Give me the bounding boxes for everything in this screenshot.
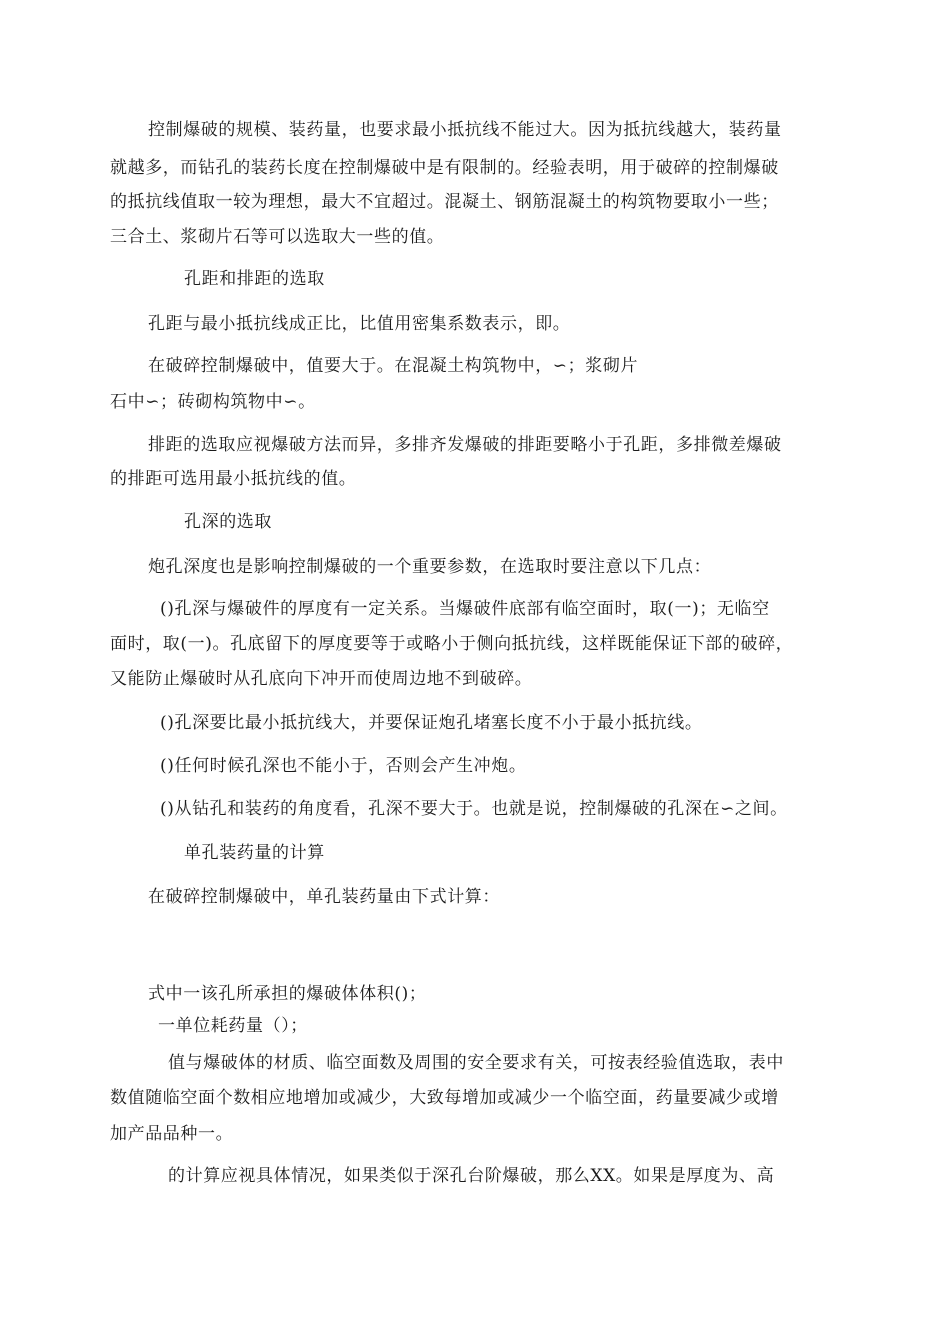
paragraph-line: 孔距与最小抵抗线成正比，比值用密集系数表示，即。 <box>148 314 571 334</box>
paragraph-line: 的计算应视具体情况，如果类似于深孔台阶爆破，那么XX。如果是厚度为、高 <box>168 1166 775 1186</box>
paragraph-line: 在破碎控制爆破中，值要大于。在混凝土构筑物中，∽；浆砌片 <box>148 356 639 376</box>
list-item-line: ()任何时候孔深也不能小于，否则会产生冲炮。 <box>160 756 527 776</box>
paragraph-line: 面时，取(一)。孔底留下的厚度要等于或略小于侧向抵抗线，这样既能保证下部的破碎， <box>110 634 794 654</box>
paragraph-line: 的抵抗线值取一较为理想，最大不宜超过。混凝土、钢筋混凝土的构筑物要取小一些； <box>110 192 779 212</box>
paragraph-line: 在破碎控制爆破中，单孔装药量由下式计算： <box>148 887 500 907</box>
section-heading: 孔距和排距的选取 <box>184 269 325 289</box>
formula-legend-line: 式中一该孔所承担的爆破体体积()； <box>148 984 427 1004</box>
paragraph-line: 炮孔深度也是影响控制爆破的一个重要参数，在选取时要注意以下几点： <box>148 557 712 577</box>
paragraph-line: 加产品品种一。 <box>110 1124 234 1144</box>
section-heading: 孔深的选取 <box>184 512 272 532</box>
paragraph-line: 值与爆破体的材质、临空面数及周围的安全要求有关，可按表经验值选取，表中 <box>168 1053 784 1073</box>
list-item-line: ()孔深要比最小抵抗线大，并要保证炮孔堵塞长度不小于最小抵抗线。 <box>160 713 703 733</box>
paragraph-line: 的排距可选用最小抵抗线的值。 <box>110 469 357 489</box>
section-heading: 单孔装药量的计算 <box>184 843 325 863</box>
paragraph-line: 数值随临空面个数相应地增加或减少，大致每增加或减少一个临空面，药量要减少或增 <box>110 1088 779 1108</box>
paragraph-line: 又能防止爆破时从孔底向下冲开而使周边地不到破碎。 <box>110 669 533 689</box>
paragraph-line: 石中∽；砖砌构筑物中∽。 <box>110 392 316 412</box>
paragraph-line: 就越多，而钻孔的装药长度在控制爆破中是有限制的。经验表明，用于破碎的控制爆破 <box>110 158 779 178</box>
paragraph-line: 三合土、浆砌片石等可以选取大一些的值。 <box>110 227 445 247</box>
list-item-line: ()孔深与爆破件的厚度有一定关系。当爆破件底部有临空面时，取(一)；无临空 <box>160 599 770 619</box>
formula-legend-line: 一单位耗药量（）； <box>158 1016 308 1036</box>
paragraph-line: 控制爆破的规模、装药量，也要求最小抵抗线不能过大。因为抵抗线越大，装药量 <box>148 120 782 140</box>
list-item-line: ()从钻孔和装药的角度看，孔深不要大于。也就是说，控制爆破的孔深在∽之间。 <box>160 799 788 819</box>
paragraph-line: 排距的选取应视爆破方法而异，多排齐发爆破的排距要略小于孔距，多排微差爆破 <box>148 435 782 455</box>
